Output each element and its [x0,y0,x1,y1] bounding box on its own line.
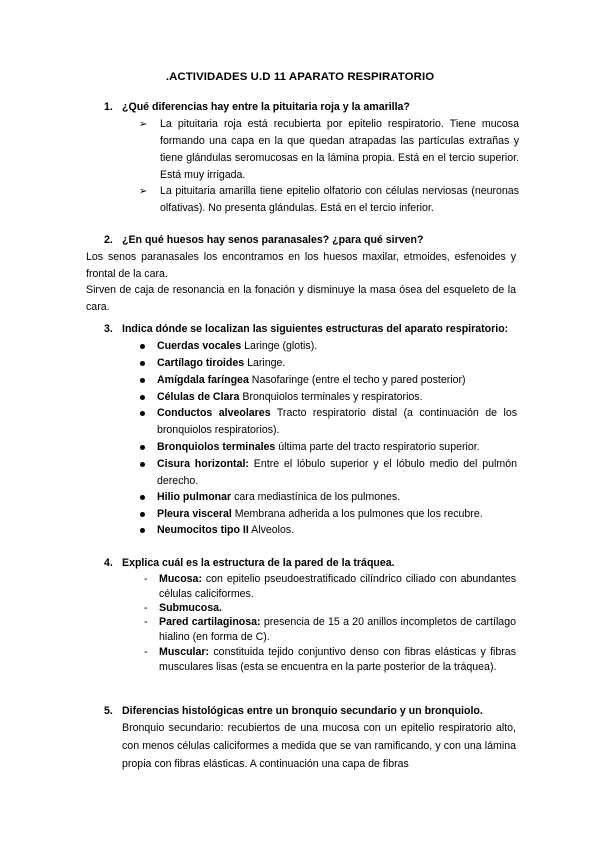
bullet-icon [140,411,145,416]
list-item [139,183,519,217]
description: Bronquiolos terminales y respiratorios. [239,391,423,403]
list-item [144,645,516,675]
description: Laringe (glotis). [241,340,318,352]
answer-text: La pituitaria amarilla tiene epitelio olfatorio con células nerviosas (neuronas olfativas). No presenta glándulas. Está en el tercio inferior. [160,185,519,214]
arrow-bullet-icon: ➢ [139,186,148,197]
list-item [144,572,516,602]
description: última parte del tracto respiratorio superior. [275,441,480,453]
question-text: ¿En qué huesos hay senos paranasales? ¿para qué sirven? [122,234,424,246]
description: Nasofaringe (entre el techo y pared posterior) [248,374,466,386]
term: Hilio pulmonar [157,491,232,503]
description: Tracto respiratorio distal (a continuación de los bronquiolos respiratorios). [157,407,518,436]
question-number: 5. [104,705,113,717]
term: Cisura horizontal: [157,458,249,470]
term: Neumocitos tipo II [157,524,249,536]
bullet-icon [140,378,145,383]
list-item [139,338,517,355]
dash-bullet: - [144,646,148,658]
dash-bullet: - [144,616,148,628]
bullet-icon [140,462,145,467]
list-item [139,506,517,523]
description: con epitelio pseudoestratificado cilíndrico ciliado con abundantes células caliciformes. [159,573,516,600]
term: Cartílago tiroides [157,357,245,369]
bullet-icon [140,344,145,349]
question-3 [104,322,508,336]
description: cara mediastínica de los pulmones. [231,491,401,503]
question-text: ¿Qué diferencias hay entre la pituitaria roja y la amarilla? [122,101,410,113]
dash-bullet: - [144,573,148,585]
term: Muscular: [159,646,210,658]
description: presencia de 15 a 20 anillos incompletos de cartílago hialino (en forma de C). [159,616,516,643]
term: Submucosa. [159,602,222,614]
question-number: 2. [104,234,113,246]
description: Membrana adherida a los pulmones que los recubre. [231,508,483,520]
question-number: 3. [104,323,113,335]
bullet-icon [140,512,145,517]
question-text: Diferencias histológicas entre un bronquio secundario y un bronquiolo. [122,705,483,717]
term: Pared cartilaginosa: [159,616,261,628]
question-4 [104,556,395,570]
description: constituida tejido conjuntivo denso con fibras elásticas y fibras musculares lisas (esta se encuentra en la parte posterior de la tráquea). [159,646,516,673]
question-number: 1. [104,101,113,113]
answer-paragraph: Sirven de caja de resonancia en la fonación y disminuye la masa ósea del esqueleto de la cara. [86,284,516,313]
dash-bullet: - [144,602,148,614]
description: Entre el lóbulo superior y el lóbulo medio del pulmón derecho. [157,458,517,487]
bullet-icon [140,528,145,533]
description: Alveolos. [248,524,295,536]
list-item [139,405,517,439]
term: Mucosa: [159,573,202,585]
list-item [139,489,517,506]
term: Bronquiolos terminales [157,441,276,453]
bullet-icon [140,361,145,366]
question-number: 4. [104,557,113,569]
page-title: .ACTIVIDADES U.D 11 APARATO RESPIRATORIO [165,71,435,83]
list-item [139,372,517,389]
list-item [144,615,516,645]
question-text: Indica dónde se localizan las siguientes estructuras del aparato respiratorio: [122,323,509,335]
list-item [139,456,517,490]
term: Cuerdas vocales [157,340,242,352]
list-item [139,116,519,184]
list-item [139,522,517,539]
list-item [139,439,517,456]
question-2 [104,233,423,247]
answer-text: La pituitaria roja está recubierta por epitelio respiratorio. Tiene mucosa formando una capa en la que quedan atrapadas las partículas extrañas y tiene glándulas seromucosas en la lámina propia. Está en el tercio superior. Está muy irrigada. [160,118,519,181]
term: Conductos alveolares [157,407,271,419]
answer-paragraph: Bronquio secundario: recubiertos de una mucosa con un epitelio respiratorio alto, con menos células caliciformes a medida que se van ramificando, y con una lámina propia con fibras elásticas. A continuación una capa de fibras [122,722,516,770]
question-1 [104,100,410,114]
question-5 [104,704,483,718]
bullet-icon [140,445,145,450]
arrow-bullet-icon: ➢ [139,119,148,130]
term: Amígdala faríngea [157,374,249,386]
term: Células de Clara [157,391,240,403]
bullet-icon [140,495,145,500]
term: Pleura visceral [157,508,232,520]
bullet-icon [140,395,145,400]
description: Laringe. [244,357,286,369]
question-text: Explica cuál es la estructura de la pared de la tráquea. [122,557,395,569]
list-item [139,389,517,406]
list-item [144,601,516,616]
answer-paragraph: Los senos paranasales los encontramos en los huesos maxilar, etmoides, esfenoides y frontal de la cara. [86,251,516,280]
list-item [139,355,517,372]
